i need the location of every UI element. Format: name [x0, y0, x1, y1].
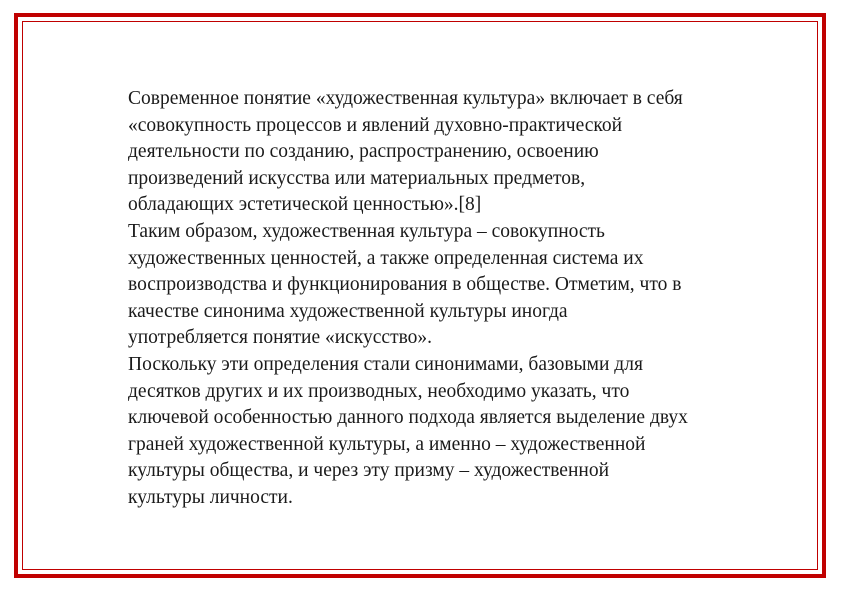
- text-line: десятков других и их производных, необходимо указать, что: [128, 380, 630, 402]
- text-line: культуры общества, и через эту призму – художественной: [128, 460, 610, 482]
- text-line: обладающих эстетической ценностью».[8]: [128, 194, 482, 216]
- text-line: ключевой особенностью данного подхода является выделение двух: [128, 407, 688, 429]
- text-line: художественных ценностей, а также определенная система их: [128, 247, 644, 269]
- text-line: Таким образом, художественная культура – совокупность: [128, 220, 605, 242]
- text-line: деятельности по созданию, распространению, освоению: [128, 141, 599, 163]
- text-line: культуры личности.: [128, 486, 293, 508]
- text-line: Поскольку эти определения стали синонимами, базовыми для: [128, 353, 643, 375]
- text-line: «совокупность процессов и явлений духовно-практической: [128, 114, 623, 136]
- text-line: Современное понятие «художественная культура» включает в себя: [128, 88, 683, 109]
- text-line: качестве синонима художественной культуры иногда: [128, 300, 568, 322]
- text-line: граней художественной культуры, а именно – художественной: [128, 433, 646, 455]
- text-line: употребляется понятие «искусство».: [128, 327, 433, 349]
- slide-body-text: [128, 86, 768, 512]
- text-line: произведений искусства или материальных предметов,: [128, 167, 586, 189]
- text-line: воспроизводства и функционирования в обществе. Отметим, что в: [128, 274, 682, 296]
